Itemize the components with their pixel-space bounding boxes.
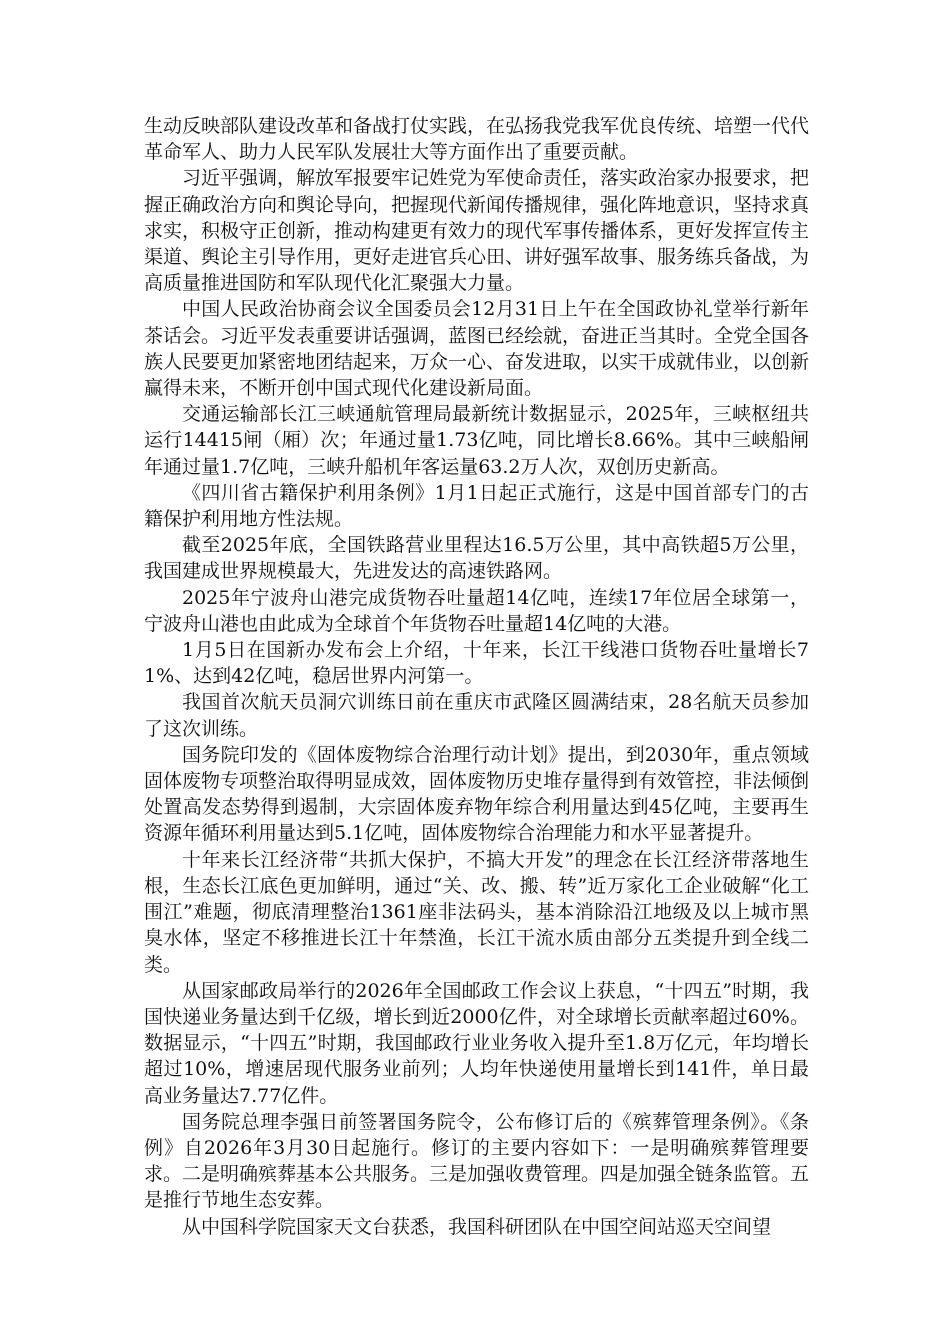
paragraph-7: 2025年宁波舟山港完成货物吞吐量超14亿吨，连续17年位居全球第一，宁波舟山港也由此成为全球首个年货物吞吐量超14亿吨的大港。 [144,586,809,635]
paragraph-2: 习近平强调，解放军报要牢记姓党为军使命责任，落实政治家办报要求，把握正确政治方向和舆论导向，把握现代新闻传播规律，强化阵地意识，坚持求真求实，积极守正创新，推动构建更有效力的现代军事传播体系，更好发挥宣传主渠道、舆论主引导作用，更好走进官兵心田、讲好强军故事、服务练兵备战，为高质量推进国防和军队现代化汇聚强大力量。 [144,167,810,295]
paragraph-6: 截至2025年底，全国铁路营业里程达16.5万公里，其中高铁超5万公里，我国建成世界规模最大，先进发达的高速铁路网。 [144,534,809,583]
paragraph-11: 十年来长江经济带“共抓大保护，不搞大开发”的理念在长江经济带落地生根，生态长江底色更加鲜明，通过“关、改、搬、转”近万家化工企业破解“化工围江”难题，彻底清理整治1361座非法码头，基本消除沿江地级及以上城市黑臭水体，坚定不移推进长江十年禁渔，长江干流水质由部分五类提升到全线二类。 [144,848,809,976]
paragraph-10: 国务院印发的《固体废物综合治理行动计划》提出，到2030年，重点领域固体废物专项整治取得明显成效，固体废物历史堆存量得到有效管控，非法倾倒处置高发态势得到遏制，大宗固体废弃物年综合利用量达到45亿吨，主要再生资源年循环利用量达到5.1亿吨，固体废物综合治理能力和水平显著提升。 [144,743,810,845]
paragraph-14: 从中国科学院国家天文台获悉，我国科研团队在中国空间站巡天空间望 [182,1215,772,1238]
paragraph-9: 我国首次航天员洞穴训练日前在重庆市武隆区圆满结束，28名航天员参加了这次训练。 [144,691,809,740]
paragraph-4: 交通运输部长江三峡通航管理局最新统计数据显示，2025年，三峡枢纽共运行14415闸（厢）次；年通过量1.73亿吨，同比增长8.66%。其中三峡船闸年通过量1.7亿吨，三峡升船机年客运量63.2万人次，双创历史新高。 [144,403,809,478]
paragraph-3: 中国人民政治协商会议全国委员会12月31日上午在全国政协礼堂举行新年茶话会。习近平发表重要讲话强调，蓝图已经绘就，奋进正当其时。全党全国各族人民要更加紧密地团结起来，万众一心、奋发进取，以实干成就伟业，以创新赢得未来，不断开创中国式现代化建设新局面。 [144,298,810,400]
paragraph-5: 《四川省古籍保护利用条例》1月1日起正式施行，这是中国首部专门的古籍保护利用地方性法规。 [144,481,809,531]
paragraph-12: 从国家邮政局举行的2026年全国邮政工作会议上获息，“十四五”时期，我国快递业务量达到千亿级，增长到近2000亿件，对全球增长贡献率超过60%。数据显示，“十四五”时期，我国邮政行业业务收入提升至1.8万亿元，年均增长超过10%，增速居现代服务业前列；人均年快递使用量增长到141件，单日最高业务量达7.77亿件。 [144,979,809,1107]
paragraph-13: 国务院总理李强日前签署国务院令，公布修订后的《殡葬管理条例》。《条例》自2026年3月30日起施行。修订的主要内容如下：一是明确殡葬管理要求。二是明确殡葬基本公共服务。三是加强收费管理。四是加强全链条监管。五是推行节地生态安葬。 [144,1110,810,1212]
paragraph-8: 1月5日在国新办发布会上介绍，十年来，长江干线港口货物吞吐量增长71%、达到42亿吨，稳居世界内河第一。 [144,639,809,688]
document-body [144,113,809,1240]
paragraph-1: 生动反映部队建设改革和备战打仗实践，在弘扬我党我军优良传统、培塑一代代革命军人、助力人民军队发展壮大等方面作出了重要贡献。 [144,115,810,164]
